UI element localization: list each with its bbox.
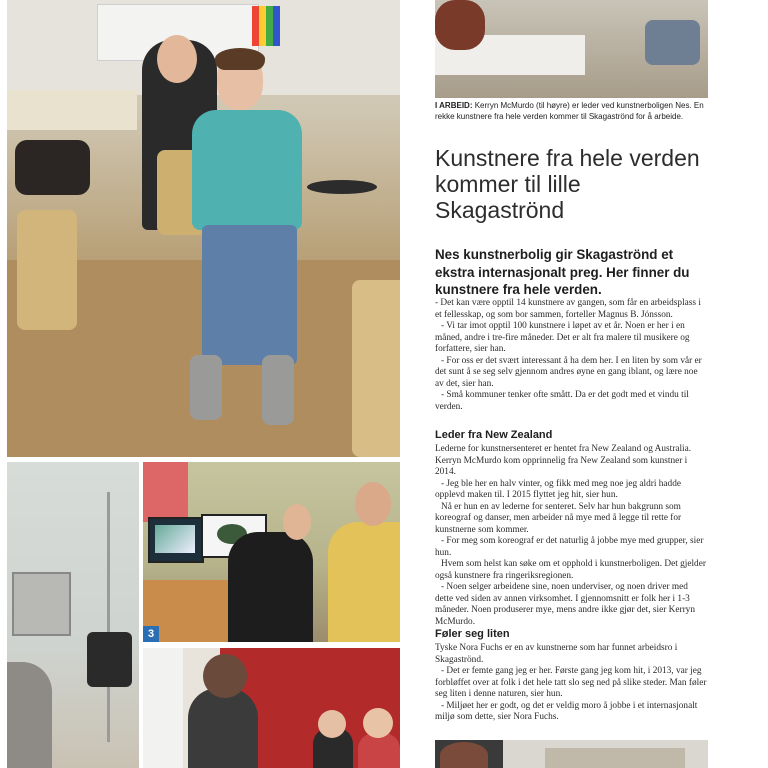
paragraph: Lederne for kunstnersenteret er hentet fra New Zealand og Australia. Kerryn McMurdo kom opprinnelig fra New Zealand som kunstner i 2014. xyxy=(435,444,692,477)
children-photo xyxy=(143,648,400,768)
paragraph: - Noen selger arbeidene sine, noen underviser, og noen driver med dette ved siden av annen virksomhet. I gjennomsnitt er folk her i 1-3 måneder. Noen produserer mye, mens andre ikke gjør det, sier Kerryn McMurdo. xyxy=(435,582,695,627)
caption-text: Kerryn McMurdo (til høyre) er leder ved kunstnerboligen Nes. En rekke kunstnere fra hele verden kommer til Skagaströnd for å arbeide. xyxy=(435,101,704,121)
paragraph: - Jeg ble her en halv vinter, og fikk med meg noe jeg aldri hadde opplevd maken til. I 2015 flyttet jeg hit, sier hun. xyxy=(435,478,681,500)
article-section-leader xyxy=(435,444,707,628)
caption-label: I ARBEID: xyxy=(435,101,473,110)
subheading-leader: Leder fra New Zealand xyxy=(435,429,553,441)
article-headline: Kunstnere fra hele verden kommer til lille Skagaströnd xyxy=(435,145,700,223)
paragraph: - Det kan være opptil 14 kunstnere av gangen, som får en arbeidsplass i et fellesskap, og som bor sammen, forteller Magnus B. Jónsson. xyxy=(435,298,701,320)
subheading-feels-small: Føler seg liten xyxy=(435,628,510,640)
paragraph: - Vi tar imot opptil 100 kunstnere i løpet av et år. Noen er her i en måned, andre i tre-fire måneder. Det er alt fra malere til musikere og forfattere, sier han. xyxy=(435,321,690,354)
article-section-intro xyxy=(435,298,707,413)
workshop-photo xyxy=(435,0,708,98)
paragraph: Hvem som helst kan søke om et opphold i kunstnerboligen. Det gjelder også kunstnere fra ringeriksregionen. xyxy=(435,559,706,581)
photo-caption xyxy=(435,100,708,122)
article-section-feels-small xyxy=(435,643,707,724)
paragraph: - Små kommuner tenker ofte smått. Da er det godt med et vindu til verden. xyxy=(435,390,689,412)
paragraph: Nå er hun en av lederne for senteret. Selv har hun bakgrunn som koreograf og danser, men arbeider nå mye med å legge til rette for kunstnerne som kommer. xyxy=(435,501,682,535)
kitchen-photo xyxy=(7,462,139,768)
paragraph: - Det er femte gang jeg er her. Første gang jeg kom hit, i 2013, var jeg forbløffet over at folk i det hele tatt slo seg ned på slike steder. Man føler seg liten i denne naturen, sier hun. xyxy=(435,666,707,699)
studio-photo xyxy=(143,462,400,642)
paragraph: Tyske Nora Fuchs er en av kunstnerne som har funnet arbeidsro i Skagaströnd. xyxy=(435,643,678,665)
paragraph: - For meg som koreograf er det naturlig å jobbe mye med grupper, sier hun. xyxy=(435,536,704,558)
bottom-photo xyxy=(435,740,708,768)
classroom-photo xyxy=(7,0,400,457)
paragraph: - For oss er det svært interessant å ha dem her. I en liten by som vår er det sunt å se seg selv gjennom andres øyne en gang iblant, og lære noe av det, sier han. xyxy=(435,355,702,389)
photo-number-badge: 3 xyxy=(143,626,159,642)
article-lead: Nes kunstnerbolig gir Skagaströnd et ekstra internasjonalt preg. Her finner du kunstnere fra hele verden. xyxy=(435,247,690,297)
paragraph: - Miljøet her er godt, og det er veldig moro å jobbe i et internasjonalt miljø som dette, sier Nora Fuchs. xyxy=(435,700,698,722)
